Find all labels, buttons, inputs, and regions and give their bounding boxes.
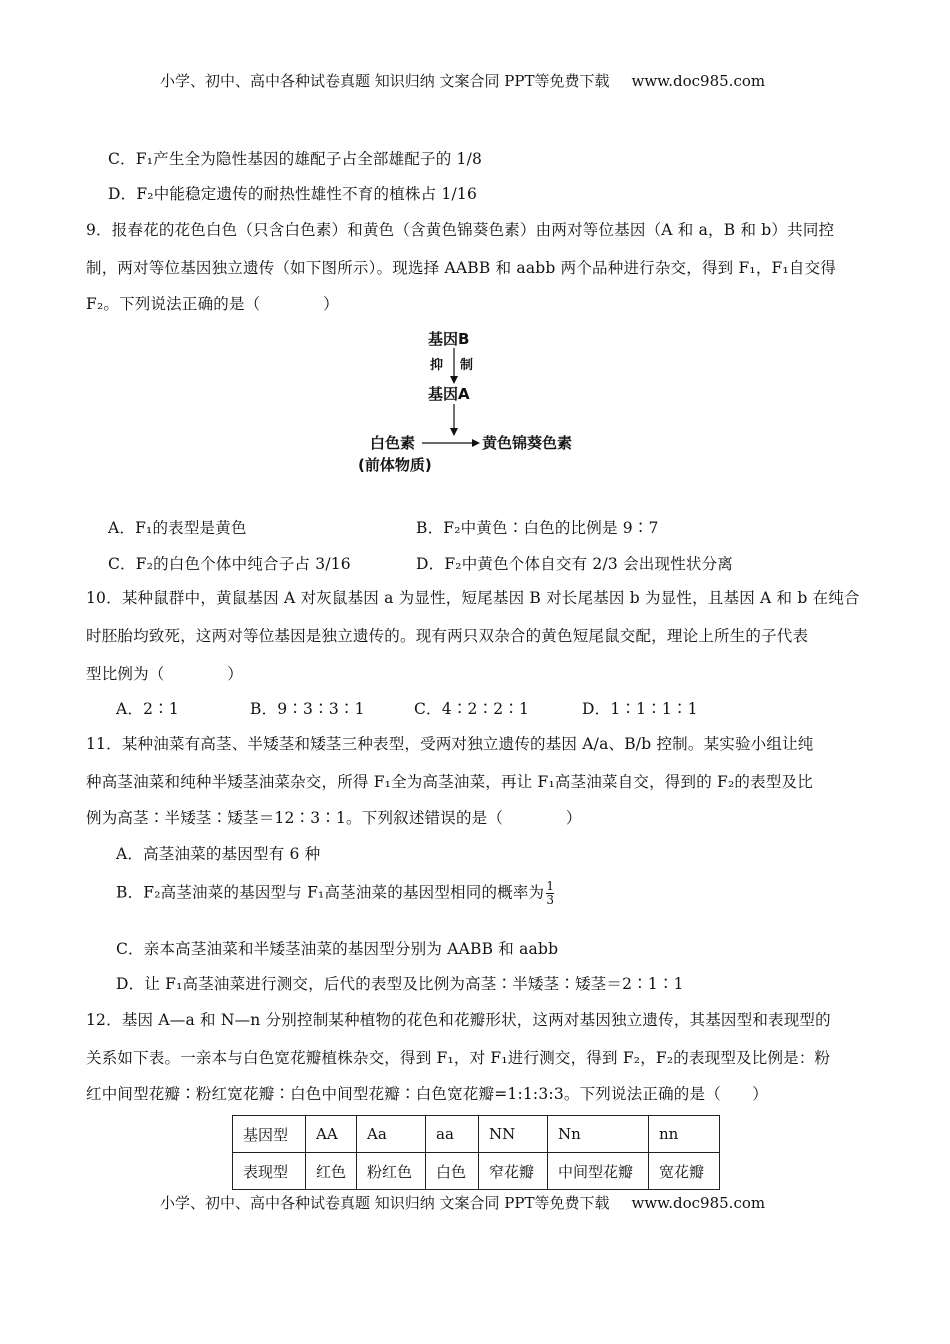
q10-option-a: A．2∶1 bbox=[116, 700, 179, 718]
q10-stem-line3: 型比例为（ ） bbox=[86, 665, 244, 683]
q11-option-d: D．让 F₁高茎油菜进行测交，后代的表型及比例为高茎∶半矮茎∶矮茎＝2∶1∶1 bbox=[116, 975, 684, 993]
page-footer bbox=[160, 1192, 765, 1213]
q12-stem-line1: 12．基因 A—a 和 N—n 分别控制某种植物的花色和花瓣形状，这两对基因独立遗传，其基因型和表现型的 bbox=[86, 1011, 831, 1029]
inhibit-label-2: 制 bbox=[460, 358, 474, 373]
table-cell: NN bbox=[479, 1116, 548, 1153]
q12-stem-line2: 关系如下表。一亲本与白色宽花瓣植株杂交，得到 F₁，对 F₁进行测交，得到 F₂，F₂的表现型及比例是：粉 bbox=[86, 1049, 831, 1067]
table-cell: nn bbox=[649, 1116, 720, 1153]
page-header bbox=[160, 70, 765, 91]
q11-option-b-text: B．F₂高茎油菜的基因型与 F₁高茎油菜的基因型相同的概率为 bbox=[116, 883, 545, 902]
q9-option-b: B．F₂中黄色∶白色的比例是 9∶7 bbox=[416, 519, 659, 537]
table-cell: 中间型花瓣 bbox=[548, 1153, 649, 1190]
table-cell: 红色 bbox=[306, 1153, 357, 1190]
q11-stem-line2: 种高茎油菜和纯种半矮茎油菜杂交，所得 F₁全为高茎油菜，再让 F₁高茎油菜自交，得到的 F₂的表型及比 bbox=[86, 773, 813, 791]
q11-stem-line1: 11．某种油菜有高茎、半矮茎和矮茎三种表型，受两对独立遗传的基因 A/a、B/b 控制。某实验小组让纯 bbox=[86, 735, 814, 753]
fraction-numerator: 1 bbox=[546, 879, 555, 893]
q8-option-d: D．F₂中能稳定遗传的耐热性雄性不育的植株占 1/16 bbox=[108, 185, 478, 203]
footer-text: 小学、初中、高中各种试卷真题 知识归纳 文案合同 PPT等免费下载 bbox=[160, 1194, 610, 1212]
yellow-pigment-label: 黄色锦葵色素 bbox=[482, 434, 573, 452]
q9-option-c: C．F₂的白色个体中纯合子占 3/16 bbox=[108, 555, 351, 573]
table-row bbox=[233, 1116, 720, 1153]
q11-option-b bbox=[116, 880, 554, 907]
table-cell: Nn bbox=[548, 1116, 649, 1153]
q9-stem-line2: 制，两对等位基因独立遗传（如下图所示）。现选择 AABB 和 aabb 两个品种进行杂交，得到 F₁，F₁自交得 bbox=[86, 259, 837, 277]
pathway-diagram bbox=[350, 326, 610, 476]
footer-url[interactable]: www.doc985.com bbox=[631, 1194, 766, 1212]
table-cell: 白色 bbox=[426, 1153, 479, 1190]
q11-stem-line3: 例为高茎∶半矮茎∶矮茎＝12∶3∶1。下列叙述错误的是（ ） bbox=[86, 809, 582, 827]
table-cell: AA bbox=[306, 1116, 357, 1153]
q11-option-c: C．亲本高茎油菜和半矮茎油菜的基因型分别为 AABB 和 aabb bbox=[116, 940, 559, 958]
precursor-label: (前体物质) bbox=[358, 456, 432, 474]
enzyme-arrowhead bbox=[450, 428, 458, 436]
q10-option-b: B．9∶3∶3∶1 bbox=[250, 700, 365, 718]
q8-option-c: C．F₁产生全为隐性基因的雄配子占全部雄配子的 1/8 bbox=[108, 150, 483, 168]
header-url[interactable]: www.doc985.com bbox=[631, 72, 766, 90]
q12-stem-line3: 红中间型花瓣∶粉红宽花瓣∶白色中间型花瓣∶白色宽花瓣=1:1:3:3。下列说法正确的是（ ） bbox=[86, 1085, 769, 1103]
gene-b-label: 基因B bbox=[428, 330, 470, 348]
q10-option-c: C．4∶2∶2∶1 bbox=[414, 700, 530, 718]
genotype-phenotype-table bbox=[232, 1115, 720, 1190]
table-cell: 粉红色 bbox=[357, 1153, 426, 1190]
q9-stem-line1: 9．报春花的花色白色（只含白色素）和黄色（含黄色锦葵色素）由两对等位基因（A 和 a，B 和 b）共同控 bbox=[86, 221, 835, 239]
white-pigment-label: 白色素 bbox=[370, 434, 416, 452]
table-cell: aa bbox=[426, 1116, 479, 1153]
q9-stem-line3: F₂。下列说法正确的是（ ） bbox=[86, 295, 339, 313]
q9-option-a: A．F₁的表型是黄色 bbox=[108, 519, 247, 537]
gene-a-label: 基因A bbox=[428, 385, 470, 403]
fraction bbox=[546, 880, 554, 907]
table-cell: 基因型 bbox=[233, 1116, 306, 1153]
q10-stem-line2: 时胚胎均致死，这两对等位基因是独立遗传的。现有两只双杂合的黄色短尾鼠交配，理论上所生的子代表 bbox=[86, 627, 809, 645]
inhibit-label-1: 抑 bbox=[430, 358, 444, 373]
fraction-denominator: 3 bbox=[546, 893, 555, 907]
conversion-arrowhead bbox=[472, 439, 480, 447]
q9-option-d: D．F₂中黄色个体自交有 2/3 会出现性状分离 bbox=[416, 555, 733, 573]
table-cell: 宽花瓣 bbox=[649, 1153, 720, 1190]
table-cell: 窄花瓣 bbox=[479, 1153, 548, 1190]
q10-option-d: D．1∶1∶1∶1 bbox=[582, 700, 698, 718]
q10-stem-line1: 10．某种鼠群中，黄鼠基因 A 对灰鼠基因 a 为显性，短尾基因 B 对长尾基因 b 为显性，且基因 A 和 b 在纯合 bbox=[86, 589, 860, 607]
header-text: 小学、初中、高中各种试卷真题 知识归纳 文案合同 PPT等免费下载 bbox=[160, 72, 610, 90]
table-row bbox=[233, 1153, 720, 1190]
table-cell: 表现型 bbox=[233, 1153, 306, 1190]
table-cell: Aa bbox=[357, 1116, 426, 1153]
q11-option-a: A．高茎油菜的基因型有 6 种 bbox=[116, 845, 321, 863]
